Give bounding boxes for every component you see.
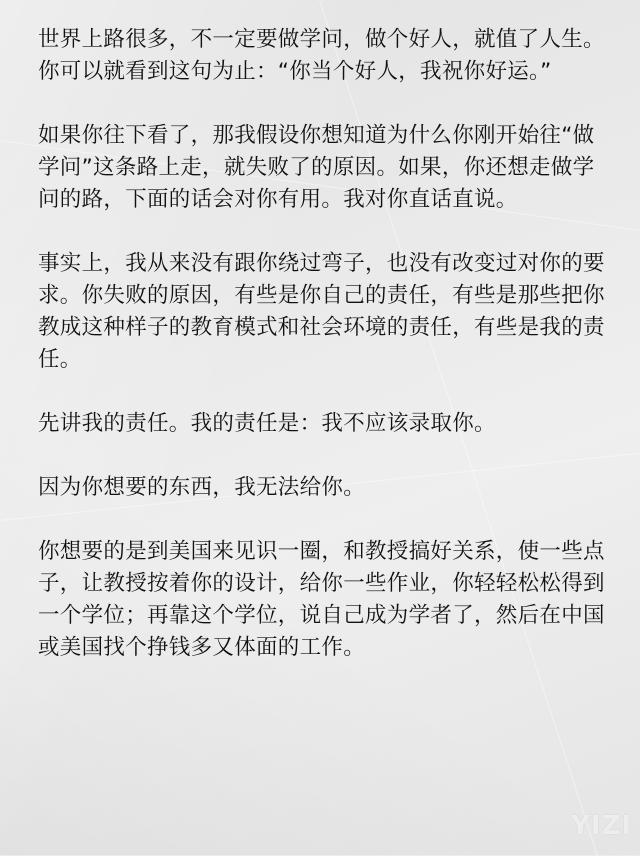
paragraph: 先讲我的责任。我的责任是：我不应该录取你。 — [38, 411, 496, 436]
paragraph: 如果你往下看了，那我假设你想知道为什么你刚开始往“做学问”这条路上走，就失败了的原因。如果，你还想走做学问的路，下面的话会对你有用。我对你直话直说。 — [38, 123, 595, 212]
watermark-logo: YIZI — [570, 811, 632, 841]
paragraph: 你想要的是到美国来见识一圈，和教授搞好关系，使一些点子，让教授按着你的设计，给你一些作业，你轻轻松松得到一个学位；再靠这个学位，说自己成为学者了，然后在中国或美国找个挣钱多又体面的工作。 — [38, 539, 605, 660]
paragraph: 事实上，我从来没有跟你绕过弯子，也没有改变过对你的要求。你失败的原因，有些是你自己的责任，有些是那些把你教成这种样子的教育模式和社会环境的责任，有些是我的责任。 — [38, 251, 605, 372]
article-body — [38, 24, 608, 696]
paragraph: 世界上路很多，不一定要做学问，做个好人，就值了人生。你可以就看到这句为止：“你当个好人，我祝你好运。” — [38, 27, 605, 84]
paragraph: 因为你想要的东西，我无法给你。 — [38, 475, 366, 500]
